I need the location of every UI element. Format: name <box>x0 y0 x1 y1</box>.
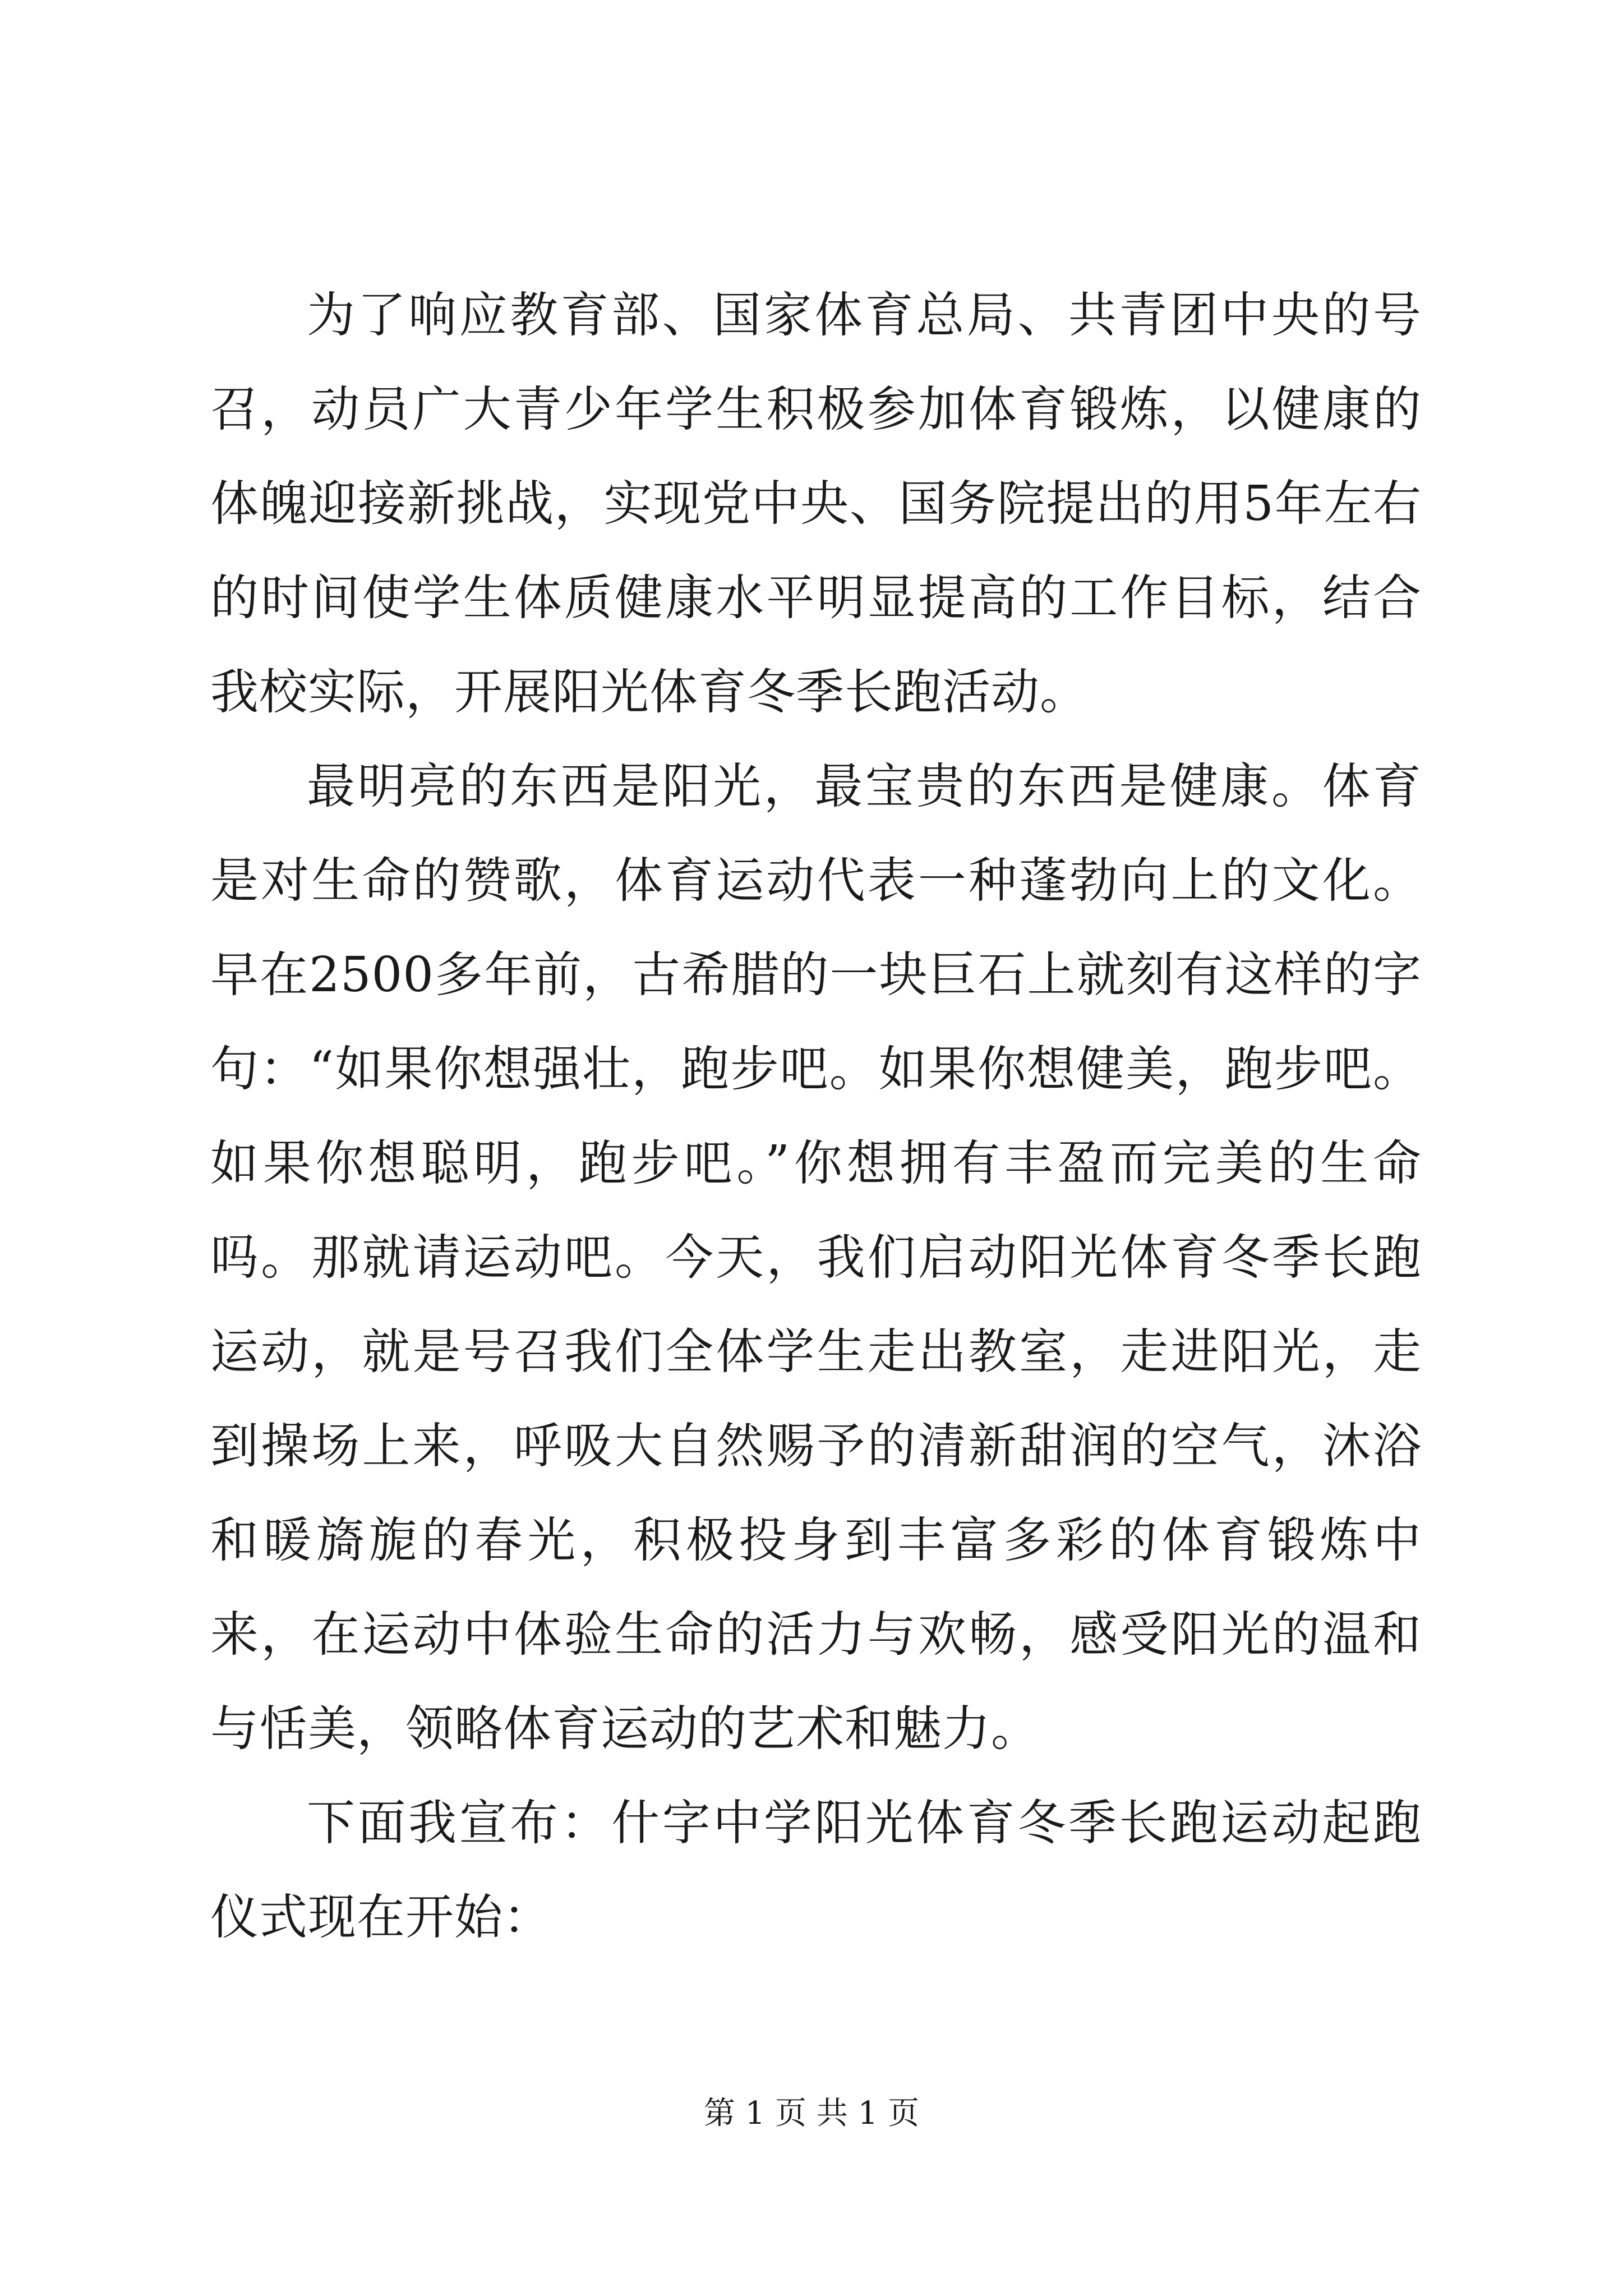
page-number-footer: 第 1 页 共 1 页 <box>703 2095 920 2132</box>
paragraph-1: 为了响应教育部、国家体育总局、共青团中央的号召，动员广大青少年学生积极参加体育锻炼，以健康的体魄迎接新挑战，实现党中央、国务院提出的用5年左右的时间使学生体质健康水平明显提高的工作目标，结合我校实际，开展阳光体育冬季长跑活动。 <box>210 287 1422 720</box>
paragraph-3: 下面我宣布：什字中学阳光体育冬季长跑运动起跑仪式现在开始： <box>210 1795 1422 1945</box>
paragraph-2: 最明亮的东西是阳光，最宝贵的东西是健康。体育是对生命的赞歌，体育运动代表一种蓬勃向上的文化。早在2500多年前，古希腊的一块巨石上就刻有这样的字句：“如果你想强壮，跑步吧。如果你想健美，跑步吧。如果你想聪明，跑步吧。”你想拥有丰盈而完美的生命吗。那就请运动吧。今天，我们启动阳光体育冬季长跑运动，就是号召我们全体学生走出教室，走进阳光，走到操场上来，呼吸大自然赐予的清新甜润的空气，沐浴和暖旖旎的春光，积极投身到丰富多彩的体育锻炼中来，在运动中体验生命的活力与欢畅，感受阳光的温和与恬美，领略体育运动的艺术和魅力。 <box>210 758 1422 1757</box>
document-body <box>210 268 1422 1964</box>
